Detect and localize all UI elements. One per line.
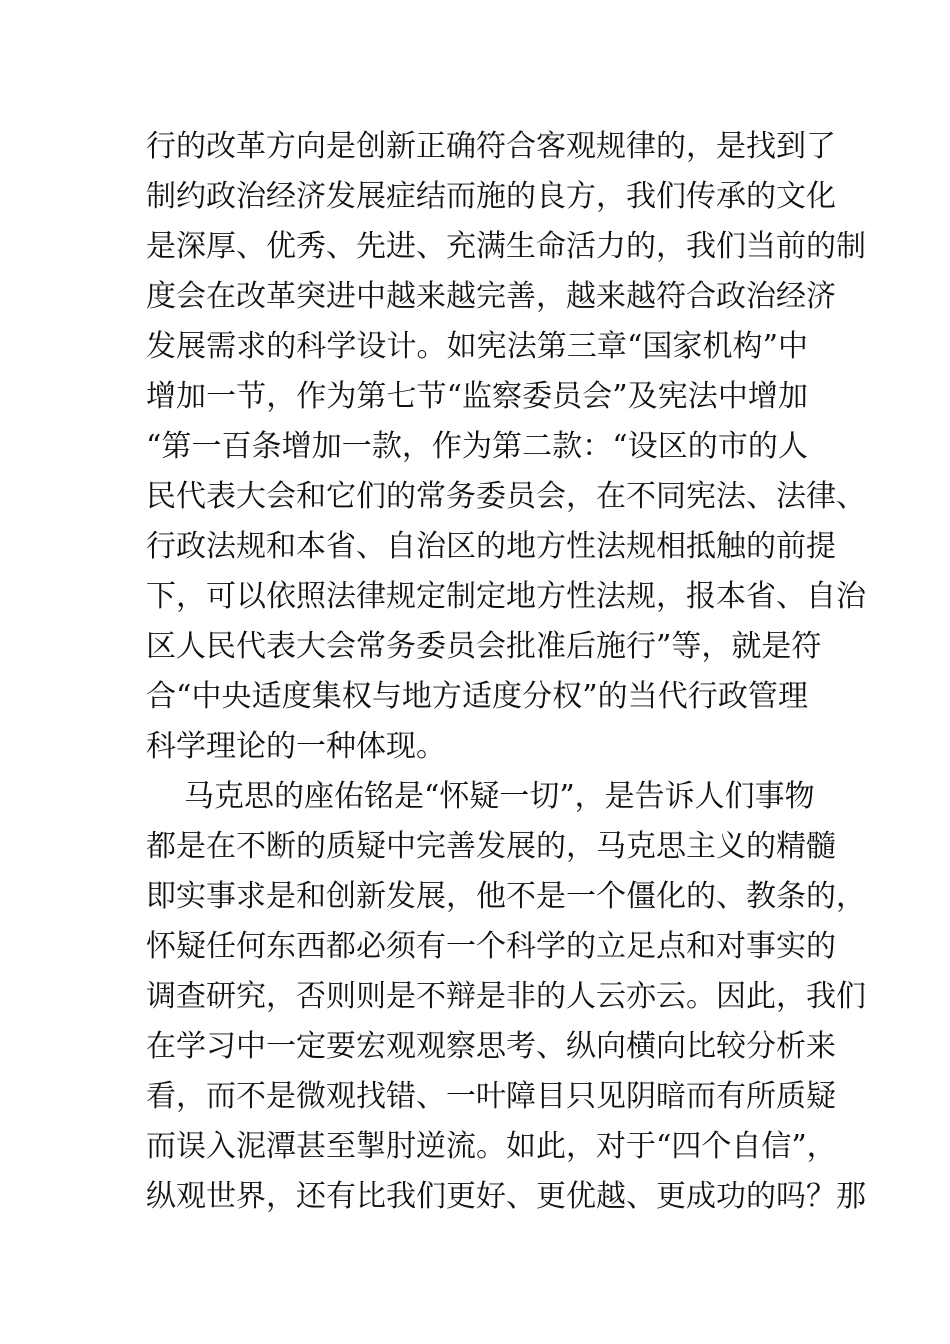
text-line: 增加一节，作为第七节“监察委员会”及宪法中增加 — [146, 379, 808, 414]
body-text — [146, 122, 866, 1222]
text-line: 区人民代表大会常务委员会批准后施行”等，就是符 — [146, 629, 822, 664]
text-line: 行的改革方向是创新正确符合客观规律的，是找到了 — [146, 129, 836, 164]
text-line: 合“中央适度集权与地方适度分权”的当代行政管理 — [146, 679, 808, 714]
text-line: 都是在不断的质疑中完善发展的，马克思主义的精髓 — [146, 829, 836, 864]
text-line: 民代表大会和它们的常务委员会，在不同宪法、法律、 — [146, 479, 866, 514]
text-line: 下，可以依照法律规定制定地方性法规，报本省、自治 — [146, 579, 866, 614]
text-line: 行政法规和本省、自治区的地方性法规相抵触的前提 — [146, 529, 836, 564]
text-line: 在学习中一定要宏观观察思考、纵向横向比较分析来 — [146, 1029, 836, 1064]
text-line: 发展需求的科学设计。如宪法第三章“国家机构”中 — [146, 329, 808, 364]
text-line: 纵观世界，还有比我们更好、更优越、更成功的吗？那 — [146, 1179, 866, 1214]
text-line: 马克思的座佑铭是“怀疑一切”，是告诉人们事物 — [184, 779, 815, 814]
text-line: 度会在改革突进中越来越完善，越来越符合政治经济 — [146, 279, 836, 314]
text-line: 怀疑任何东西都必须有一个科学的立足点和对事实的 — [146, 929, 836, 964]
text-line: 调查研究，否则则是不辩是非的人云亦云。因此，我们 — [146, 979, 866, 1014]
text-line: 而误入泥潭甚至掣肘逆流。如此，对于“四个自信”， — [146, 1129, 837, 1164]
paragraph-1 — [146, 122, 866, 772]
text-line: “第一百条增加一款，作为第二款：“设区的市的人 — [146, 429, 808, 464]
text-line: 是深厚、优秀、先进、充满生命活力的，我们当前的制 — [146, 229, 866, 264]
text-line: 科学理论的一种体现。 — [146, 729, 446, 764]
text-line: 制约政治经济发展症结而施的良方，我们传承的文化 — [146, 179, 836, 214]
paragraph-2 — [146, 772, 866, 1222]
text-line: 看，而不是微观找错、一叶障目只见阴暗而有所质疑 — [146, 1079, 836, 1114]
text-line: 即实事求是和创新发展，他不是一个僵化的、教条的， — [146, 879, 866, 914]
